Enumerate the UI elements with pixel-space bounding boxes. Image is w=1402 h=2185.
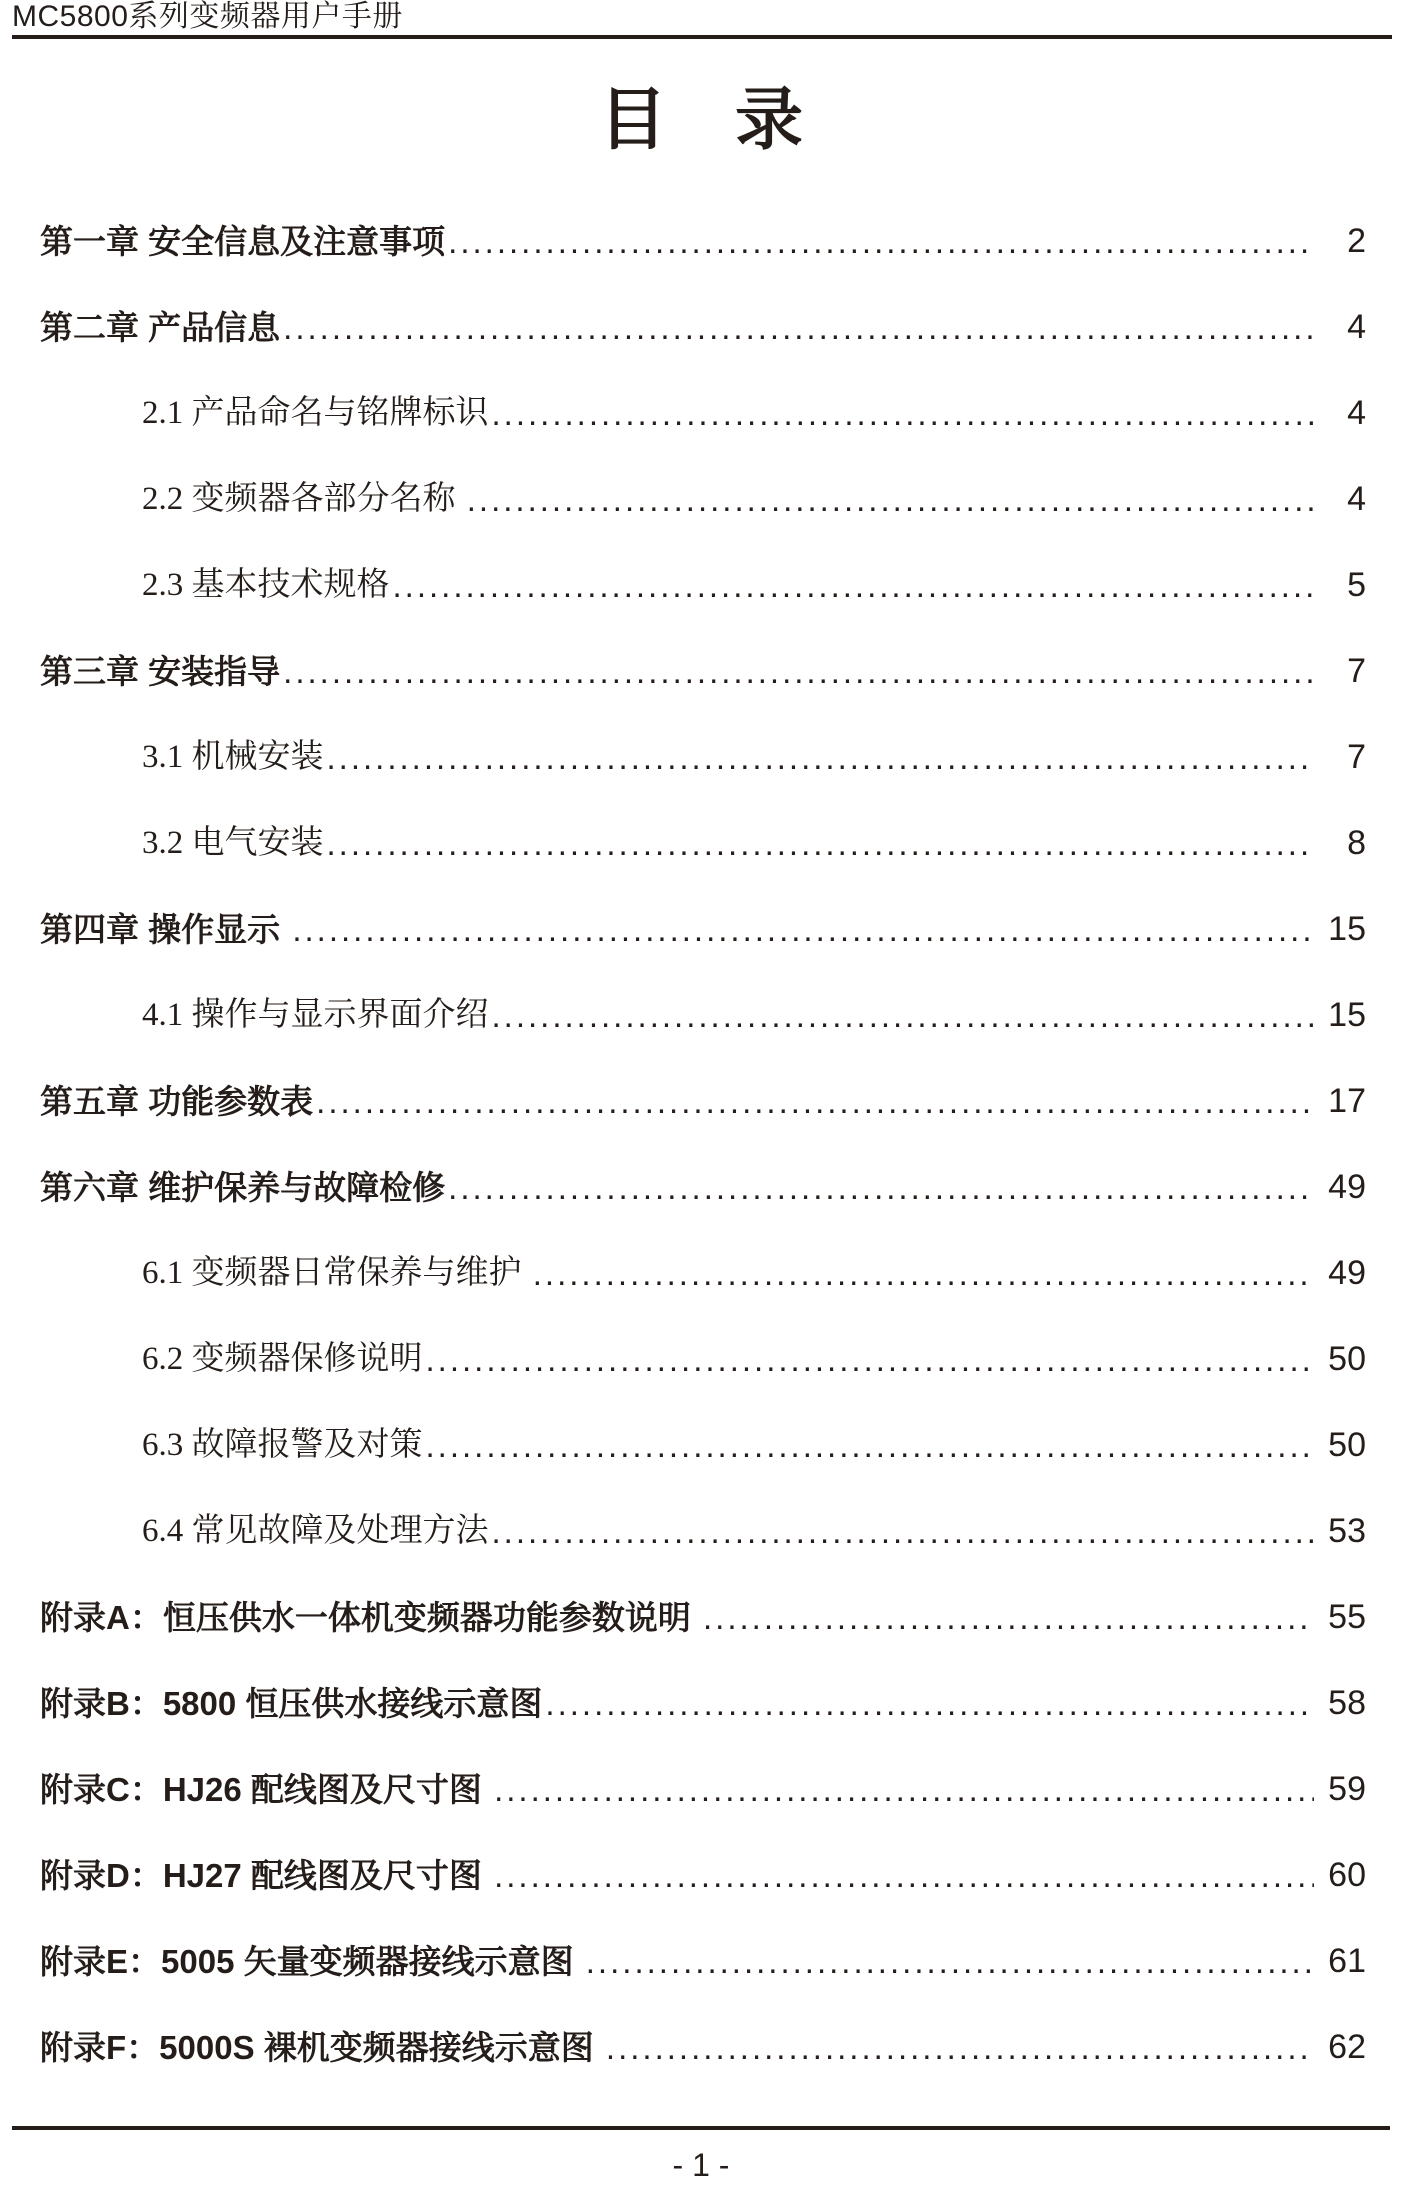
toc-page-number: 4: [1347, 480, 1366, 519]
toc-page-number: 7: [1347, 738, 1366, 777]
toc-entry-label: 第三章 安装指导: [40, 653, 281, 691]
toc-dot-leader: [606, 2029, 1314, 2067]
toc-entry-label: 第五章 功能参数表: [40, 1083, 314, 1121]
toc-dot-leader: [292, 911, 1314, 949]
toc-entry: [40, 1403, 1366, 1489]
toc-page-number: 5: [1347, 566, 1366, 605]
toc-dot-leader: [448, 1169, 1314, 1207]
toc-entry: [40, 1059, 1366, 1145]
toc-page-number: 4: [1347, 308, 1366, 347]
toc-entry-label: 6.3 故障报警及对策: [142, 1427, 423, 1464]
toc-entry: [40, 887, 1366, 973]
toc-entry-label: 第四章 操作显示: [40, 911, 290, 949]
toc-entry-label: 2.1 产品命名与铭牌标识: [142, 395, 489, 432]
toc-entry: [40, 973, 1366, 1059]
toc-dot-leader: [492, 395, 1315, 433]
toc-entry: [40, 801, 1366, 887]
toc-page-number: 58: [1328, 1684, 1366, 1723]
toc-entry-label: 3.1 机械安装: [142, 739, 324, 776]
toc-dot-leader: [492, 1513, 1315, 1551]
toc-entry-label: 2.3 基本技术规格: [142, 567, 390, 604]
toc-page-number: 50: [1328, 1426, 1366, 1465]
toc-page-number: 53: [1328, 1512, 1366, 1551]
toc-entry-label: 第二章 产品信息: [40, 309, 281, 347]
toc-entry-label: 3.2 电气安装: [142, 825, 324, 862]
toc-page-number: 59: [1328, 1770, 1366, 1809]
toc-page-number: 7: [1347, 652, 1366, 691]
toc-dot-leader: [448, 223, 1314, 261]
toc-entry: [40, 1833, 1366, 1919]
toc-page-number: 2: [1347, 222, 1366, 261]
toc-dot-leader: [533, 1255, 1314, 1293]
toc-entry: [40, 457, 1366, 543]
toc-dot-leader: [492, 997, 1315, 1035]
toc-page-number: 8: [1347, 824, 1366, 863]
toc-dot-leader: [494, 1771, 1314, 1809]
toc-entry: [40, 629, 1366, 715]
toc-entry-label: 附录F：5000S 裸机变频器接线示意图: [40, 2029, 603, 2067]
page-header: [12, 0, 1392, 39]
toc-entry-label: 第六章 维护保养与故障检修: [40, 1169, 446, 1207]
toc-entry-label: 6.2 变频器保修说明: [142, 1341, 423, 1378]
toc-page-number: 15: [1328, 910, 1366, 949]
page-number: - 1 -: [672, 2147, 730, 2183]
footer-divider: [12, 2126, 1390, 2130]
toc-dot-leader: [393, 567, 1315, 605]
toc-page-number: 60: [1328, 1856, 1366, 1895]
toc-dot-leader: [703, 1599, 1314, 1637]
toc-entry-label: 附录A：恒压供水一体机变频器功能参数说明: [40, 1599, 700, 1637]
toc-dot-leader: [586, 1943, 1314, 1981]
toc-dot-leader: [283, 653, 1314, 691]
toc-entry-label: 第一章 安全信息及注意事项: [40, 223, 446, 261]
toc-entry-label: 附录B：5800 恒压供水接线示意图: [40, 1685, 543, 1723]
toc-entry-label: 附录C：HJ26 配线图及尺寸图: [40, 1771, 492, 1809]
toc-page-number: 4: [1347, 394, 1366, 433]
toc-dot-leader: [327, 739, 1315, 777]
toc-entry: [40, 199, 1366, 285]
header-divider: [12, 35, 1392, 39]
toc-dot-leader: [426, 1341, 1315, 1379]
toc-entry: [40, 285, 1366, 371]
toc-entry: [40, 1575, 1366, 1661]
toc-page-number: 55: [1328, 1598, 1366, 1637]
toc-entry: [40, 371, 1366, 457]
toc-dot-leader: [467, 481, 1314, 519]
toc-entry-label: 4.1 操作与显示界面介绍: [142, 997, 489, 1034]
toc-dot-leader: [316, 1083, 1314, 1121]
toc-entry: [40, 1661, 1366, 1747]
page-title: 目 录: [598, 82, 803, 158]
toc-page-number: 61: [1328, 1942, 1366, 1981]
toc-entry: [40, 1747, 1366, 1833]
toc-page-number: 49: [1328, 1254, 1366, 1293]
toc-entry: [40, 1919, 1366, 2005]
toc-page-number: 50: [1328, 1340, 1366, 1379]
toc-dot-leader: [494, 1857, 1314, 1895]
toc-entry-label: 附录E：5005 矢量变频器接线示意图: [40, 1943, 583, 1981]
toc-entry: [40, 715, 1366, 801]
toc-dot-leader: [426, 1427, 1315, 1465]
toc-entry-label: 附录D：HJ27 配线图及尺寸图: [40, 1857, 492, 1895]
toc-entry-label: 6.4 常见故障及处理方法: [142, 1513, 489, 1550]
toc-entry-label: 2.2 变频器各部分名称: [142, 481, 464, 518]
toc-page-number: 62: [1328, 2028, 1366, 2067]
toc-page-number: 15: [1328, 996, 1366, 1035]
toc-entry: [40, 2005, 1366, 2091]
toc-page-number: 49: [1328, 1168, 1366, 1207]
toc-dot-leader: [283, 309, 1314, 347]
toc-page-number: 17: [1328, 1082, 1366, 1121]
manual-title: MC5800系列变频器用户手册: [12, 0, 403, 33]
toc-entry: [40, 1145, 1366, 1231]
toc-dot-leader: [327, 825, 1315, 863]
page-footer: [12, 2126, 1390, 2184]
toc-entry-label: 6.1 变频器日常保养与维护: [142, 1255, 530, 1292]
toc-entry: [40, 1231, 1366, 1317]
toc-list: [40, 199, 1366, 2091]
toc-dot-leader: [545, 1685, 1314, 1723]
toc-entry: [40, 1489, 1366, 1575]
toc-entry: [40, 543, 1366, 629]
toc-entry: [40, 1317, 1366, 1403]
